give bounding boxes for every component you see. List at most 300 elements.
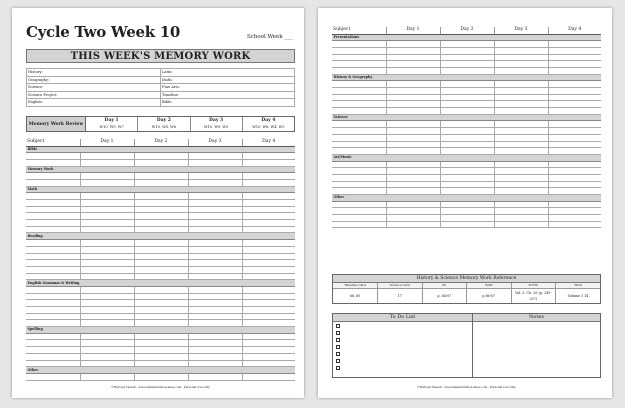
planner-cell[interactable] (26, 360, 80, 367)
planner-cell[interactable] (80, 246, 134, 253)
planner-cell[interactable] (80, 226, 134, 233)
planner-cell[interactable] (134, 293, 188, 300)
planner-cell[interactable] (80, 213, 134, 220)
planner-cell[interactable] (440, 168, 494, 175)
planner-cell[interactable] (188, 307, 242, 314)
planner-cell[interactable] (440, 188, 494, 195)
planner-row (26, 193, 295, 200)
planner-cell[interactable] (134, 360, 188, 367)
planner-cell[interactable] (440, 174, 494, 181)
planner-cell[interactable] (494, 94, 548, 101)
planner-cell[interactable] (332, 67, 386, 74)
planner-cell[interactable] (548, 94, 601, 101)
planner-cell[interactable] (494, 188, 548, 195)
planner-cell[interactable] (26, 220, 80, 227)
planner-cell[interactable] (332, 141, 386, 148)
planner-cell[interactable] (188, 347, 242, 354)
planner-cell[interactable] (80, 300, 134, 307)
planner-cell[interactable] (440, 161, 494, 168)
planner-cell[interactable] (242, 213, 295, 220)
planner-cell[interactable] (188, 220, 242, 227)
todo-checkbox[interactable] (336, 338, 340, 342)
planner-cell[interactable] (548, 108, 601, 115)
planner-cell[interactable] (80, 373, 134, 380)
planner-cell[interactable] (548, 41, 601, 48)
section-header-row (26, 186, 295, 193)
planner-cell[interactable] (134, 320, 188, 327)
planner-cell[interactable] (134, 226, 188, 233)
planner-cell[interactable] (494, 201, 548, 208)
planner-cell[interactable] (188, 340, 242, 347)
planner-cell[interactable] (548, 121, 601, 128)
todo-checkbox[interactable] (336, 366, 340, 370)
planner-cell[interactable] (386, 54, 440, 61)
planner-cell[interactable] (134, 200, 188, 207)
planner-cell[interactable] (332, 174, 386, 181)
planner-cell[interactable] (188, 286, 242, 293)
planner-cell[interactable] (494, 121, 548, 128)
planner-row (26, 320, 295, 327)
planner-cell[interactable] (242, 246, 295, 253)
planner-cell[interactable] (494, 67, 548, 74)
planner-cell[interactable] (440, 47, 494, 54)
planner-cell[interactable] (80, 173, 134, 180)
planner-cell[interactable] (386, 161, 440, 168)
planner-cell[interactable] (26, 153, 80, 160)
planner-cell[interactable] (26, 173, 80, 180)
planner-cell[interactable] (134, 313, 188, 320)
planner-cell[interactable] (26, 200, 80, 207)
planner-cell[interactable] (386, 221, 440, 228)
planner-cell[interactable] (440, 181, 494, 188)
reference-title: History & Science Memory Work Reference (333, 275, 600, 283)
planner-cell[interactable] (80, 347, 134, 354)
planner-cell[interactable] (494, 81, 548, 88)
planner-cell[interactable] (188, 293, 242, 300)
planner-cell[interactable] (386, 108, 440, 115)
planner-cell[interactable] (242, 320, 295, 327)
planner-cell[interactable] (242, 266, 295, 273)
planner-cell[interactable] (26, 179, 80, 186)
planner-cell[interactable] (188, 320, 242, 327)
planner-cell[interactable] (332, 81, 386, 88)
planner-cell[interactable] (494, 54, 548, 61)
planner-cell[interactable] (494, 101, 548, 108)
planner-cell[interactable] (80, 253, 134, 260)
planner-cell[interactable] (548, 148, 601, 155)
planner-cell[interactable] (440, 61, 494, 68)
planner-cell[interactable] (188, 246, 242, 253)
planner-cell[interactable] (386, 121, 440, 128)
planner-cell[interactable] (494, 174, 548, 181)
planner-cell[interactable] (440, 94, 494, 101)
planner-cell[interactable] (242, 300, 295, 307)
planner-row (332, 41, 601, 48)
planner-cell[interactable] (134, 273, 188, 280)
planner-cell[interactable] (440, 215, 494, 222)
planner-cell[interactable] (332, 121, 386, 128)
planner-cell[interactable] (134, 153, 188, 160)
planner-cell[interactable] (548, 101, 601, 108)
planner-cell[interactable] (26, 293, 80, 300)
planner-cell[interactable] (26, 300, 80, 307)
planner-cell[interactable] (332, 94, 386, 101)
planner-cell[interactable] (332, 134, 386, 141)
planner-cell[interactable] (494, 128, 548, 135)
planner-cell[interactable] (386, 88, 440, 95)
planner-cell[interactable] (548, 161, 601, 168)
planner-cell[interactable] (80, 307, 134, 314)
planner-cell[interactable] (188, 273, 242, 280)
planner-cell[interactable] (242, 293, 295, 300)
planner-cell[interactable] (548, 168, 601, 175)
planner-cell[interactable] (242, 240, 295, 247)
planner-cell[interactable] (188, 373, 242, 380)
planner-cell[interactable] (26, 307, 80, 314)
planner-cell[interactable] (26, 240, 80, 247)
planner-cell[interactable] (386, 174, 440, 181)
planner-cell[interactable] (80, 313, 134, 320)
planner-row (332, 221, 601, 228)
planner-cell[interactable] (134, 193, 188, 200)
planner-cell[interactable] (242, 206, 295, 213)
planner-cell[interactable] (26, 193, 80, 200)
planner-cell[interactable] (494, 134, 548, 141)
planner-cell[interactable] (80, 340, 134, 347)
planner-cell[interactable] (494, 88, 548, 95)
planner-row (26, 333, 295, 340)
planner-cell[interactable] (242, 333, 295, 340)
memory-field-row (27, 99, 295, 107)
planner-cell[interactable] (386, 208, 440, 215)
planner-cell[interactable] (188, 260, 242, 267)
planner-cell[interactable] (332, 221, 386, 228)
planner-cell[interactable] (26, 373, 80, 380)
planner-cell[interactable] (440, 88, 494, 95)
todo-checkbox[interactable] (336, 324, 340, 328)
planner-cell[interactable] (386, 67, 440, 74)
planner-cell[interactable] (134, 240, 188, 247)
planner-cell[interactable] (332, 161, 386, 168)
planner-cell[interactable] (548, 54, 601, 61)
planner-cell[interactable] (134, 220, 188, 227)
planner-cell[interactable] (26, 313, 80, 320)
planner-cell[interactable] (332, 181, 386, 188)
planner-cell[interactable] (386, 148, 440, 155)
planner-cell[interactable] (242, 153, 295, 160)
section-header-row (332, 195, 601, 202)
planner-cell[interactable] (440, 201, 494, 208)
planner-cell[interactable] (188, 213, 242, 220)
planner-cell[interactable] (26, 340, 80, 347)
planner-cell[interactable] (26, 159, 80, 166)
planner-cell[interactable] (332, 201, 386, 208)
todo-checkbox[interactable] (336, 331, 340, 335)
planner-cell[interactable] (242, 159, 295, 166)
planner-cell[interactable] (80, 240, 134, 247)
planner-cell[interactable] (386, 101, 440, 108)
planner-cell[interactable] (134, 260, 188, 267)
planner-cell[interactable] (332, 168, 386, 175)
planner-cell[interactable] (332, 215, 386, 222)
section-header-row (332, 34, 601, 41)
planner-cell[interactable] (548, 88, 601, 95)
planner-cell[interactable] (188, 313, 242, 320)
planner-cell[interactable] (26, 206, 80, 213)
right-subject-grid (332, 27, 601, 228)
planner-cell[interactable] (134, 159, 188, 166)
reference-value-cell: Vol. 3: Ch. 26 (p. 249-257) (511, 289, 556, 303)
planner-cell[interactable] (548, 61, 601, 68)
planner-cell[interactable] (548, 81, 601, 88)
planner-cell[interactable] (494, 208, 548, 215)
planner-cell[interactable] (494, 215, 548, 222)
planner-cell[interactable] (242, 173, 295, 180)
planner-cell[interactable] (134, 173, 188, 180)
planner-cell[interactable] (386, 47, 440, 54)
planner-cell[interactable] (80, 206, 134, 213)
planner-cell[interactable] (548, 221, 601, 228)
planner-cell[interactable] (386, 141, 440, 148)
planner-cell[interactable] (242, 200, 295, 207)
planner-cell[interactable] (440, 128, 494, 135)
planner-cell[interactable] (494, 168, 548, 175)
planner-cell[interactable] (26, 253, 80, 260)
planner-cell[interactable] (80, 360, 134, 367)
planner-cell[interactable] (548, 134, 601, 141)
grid-header-cell: Day 2 (440, 27, 494, 34)
review-day-2: Day 2 W10, W8, W6 (138, 117, 190, 131)
grid-header-cell: Day 2 (134, 139, 188, 146)
planner-cell[interactable] (440, 221, 494, 228)
planner-cell[interactable] (242, 253, 295, 260)
planner-cell[interactable] (134, 347, 188, 354)
planner-cell[interactable] (26, 260, 80, 267)
planner-cell[interactable] (386, 41, 440, 48)
planner-cell[interactable] (242, 193, 295, 200)
memory-field-label: Science: (27, 84, 161, 92)
planner-cell[interactable] (332, 108, 386, 115)
planner-cell[interactable] (188, 353, 242, 360)
planner-cell[interactable] (188, 193, 242, 200)
planner-cell[interactable] (386, 81, 440, 88)
planner-cell[interactable] (548, 188, 601, 195)
planner-cell[interactable] (548, 67, 601, 74)
todo-checkbox[interactable] (336, 345, 340, 349)
planner-cell[interactable] (134, 253, 188, 260)
planner-cell[interactable] (134, 286, 188, 293)
planner-cell[interactable] (386, 188, 440, 195)
planner-cell[interactable] (188, 266, 242, 273)
planner-cell[interactable] (26, 266, 80, 273)
planner-cell[interactable] (242, 286, 295, 293)
planner-cell[interactable] (440, 121, 494, 128)
planner-cell[interactable] (332, 54, 386, 61)
planner-cell[interactable] (80, 179, 134, 186)
planner-cell[interactable] (26, 246, 80, 253)
planner-cell[interactable] (26, 213, 80, 220)
planner-row (26, 200, 295, 207)
planner-cell[interactable] (134, 213, 188, 220)
planner-cell[interactable] (80, 200, 134, 207)
planner-cell[interactable] (188, 226, 242, 233)
planner-cell[interactable] (332, 41, 386, 48)
planner-cell[interactable] (332, 88, 386, 95)
planner-cell[interactable] (188, 159, 242, 166)
planner-cell[interactable] (332, 188, 386, 195)
planner-cell[interactable] (332, 208, 386, 215)
planner-cell[interactable] (548, 174, 601, 181)
planner-cell[interactable] (494, 141, 548, 148)
planner-cell[interactable] (440, 208, 494, 215)
planner-cell[interactable] (332, 128, 386, 135)
planner-cell[interactable] (242, 179, 295, 186)
section-header-row (26, 233, 295, 240)
planner-cell[interactable] (332, 61, 386, 68)
planner-cell[interactable] (26, 273, 80, 280)
planner-cell[interactable] (494, 161, 548, 168)
grid-header-row (26, 139, 295, 146)
reference-table (333, 283, 600, 303)
planner-cell[interactable] (386, 128, 440, 135)
planner-cell[interactable] (80, 286, 134, 293)
planner-row (26, 159, 295, 166)
planner-row (332, 141, 601, 148)
planner-cell[interactable] (242, 340, 295, 347)
planner-cell[interactable] (440, 134, 494, 141)
planner-cell[interactable] (440, 141, 494, 148)
planner-cell[interactable] (242, 273, 295, 280)
todo-notes-box (332, 313, 601, 378)
planner-cell[interactable] (242, 373, 295, 380)
planner-cell[interactable] (80, 333, 134, 340)
planner-cell[interactable] (26, 320, 80, 327)
planner-cell[interactable] (80, 193, 134, 200)
planner-cell[interactable] (80, 220, 134, 227)
memory-field-row (27, 76, 295, 84)
planner-cell[interactable] (494, 108, 548, 115)
planner-row (26, 347, 295, 354)
planner-cell[interactable] (242, 313, 295, 320)
planner-cell[interactable] (386, 168, 440, 175)
planner-cell[interactable] (332, 101, 386, 108)
planner-cell[interactable] (332, 148, 386, 155)
planner-cell[interactable] (26, 226, 80, 233)
section-label: Art/Music (332, 154, 601, 161)
planner-cell[interactable] (242, 353, 295, 360)
planner-cell[interactable] (386, 134, 440, 141)
planner-cell[interactable] (134, 206, 188, 213)
planner-cell[interactable] (386, 215, 440, 222)
planner-cell[interactable] (440, 101, 494, 108)
planner-cell[interactable] (494, 47, 548, 54)
planner-cell[interactable] (80, 320, 134, 327)
planner-cell[interactable] (548, 47, 601, 54)
planner-cell[interactable] (332, 47, 386, 54)
planner-cell[interactable] (548, 201, 601, 208)
reference-value-cell: 17 (378, 289, 423, 303)
planner-cell[interactable] (548, 208, 601, 215)
planner-cell[interactable] (26, 333, 80, 340)
planner-cell[interactable] (494, 181, 548, 188)
planner-cell[interactable] (188, 333, 242, 340)
planner-cell[interactable] (80, 266, 134, 273)
planner-cell[interactable] (134, 340, 188, 347)
section-label: Science (332, 114, 601, 121)
planner-cell[interactable] (494, 61, 548, 68)
todo-checkbox[interactable] (336, 352, 340, 356)
planner-cell[interactable] (188, 360, 242, 367)
planner-cell[interactable] (134, 246, 188, 253)
planner-cell[interactable] (80, 353, 134, 360)
planner-cell[interactable] (80, 293, 134, 300)
planner-cell[interactable] (134, 266, 188, 273)
planner-cell[interactable] (242, 260, 295, 267)
planner-cell[interactable] (386, 61, 440, 68)
todo-checkbox[interactable] (336, 359, 340, 363)
planner-cell[interactable] (188, 240, 242, 247)
planner-cell[interactable] (80, 153, 134, 160)
reference-header-cell: WOS (556, 283, 601, 289)
planner-cell[interactable] (134, 307, 188, 314)
planner-cell[interactable] (134, 333, 188, 340)
planner-cell[interactable] (188, 300, 242, 307)
planner-cell[interactable] (188, 153, 242, 160)
planner-cell[interactable] (548, 141, 601, 148)
planner-cell[interactable] (494, 221, 548, 228)
planner-cell[interactable] (440, 41, 494, 48)
planner-cell[interactable] (548, 181, 601, 188)
planner-cell[interactable] (440, 148, 494, 155)
planner-cell[interactable] (242, 360, 295, 367)
planner-cell[interactable] (134, 373, 188, 380)
planner-cell[interactable] (494, 41, 548, 48)
planner-cell[interactable] (242, 347, 295, 354)
section-label: Bible (26, 146, 295, 153)
planner-cell[interactable] (80, 260, 134, 267)
planner-cell[interactable] (242, 307, 295, 314)
planner-cell[interactable] (80, 273, 134, 280)
memory-work-review-bar (26, 116, 295, 132)
planner-cell[interactable] (188, 173, 242, 180)
planner-cell[interactable] (80, 159, 134, 166)
planner-cell[interactable] (188, 253, 242, 260)
planner-cell[interactable] (386, 181, 440, 188)
planner-cell[interactable] (242, 226, 295, 233)
planner-cell[interactable] (440, 108, 494, 115)
planner-cell[interactable] (386, 94, 440, 101)
planner-cell[interactable] (26, 353, 80, 360)
planner-cell[interactable] (548, 128, 601, 135)
planner-cell[interactable] (242, 220, 295, 227)
planner-cell[interactable] (188, 206, 242, 213)
planner-cell[interactable] (188, 179, 242, 186)
planner-cell[interactable] (548, 215, 601, 222)
planner-cell[interactable] (26, 347, 80, 354)
planner-cell[interactable] (134, 179, 188, 186)
planner-cell[interactable] (26, 286, 80, 293)
footer-text: ©Harvest Tassell - www.salazarstudioscanes.com - Personal Use Only (417, 385, 516, 389)
planner-row (332, 94, 601, 101)
planner-cell[interactable] (134, 353, 188, 360)
planner-cell[interactable] (386, 201, 440, 208)
planner-cell[interactable] (188, 200, 242, 207)
planner-cell[interactable] (494, 148, 548, 155)
planner-cell[interactable] (440, 67, 494, 74)
planner-cell[interactable] (440, 81, 494, 88)
planner-cell[interactable] (134, 300, 188, 307)
planner-cell[interactable] (440, 54, 494, 61)
